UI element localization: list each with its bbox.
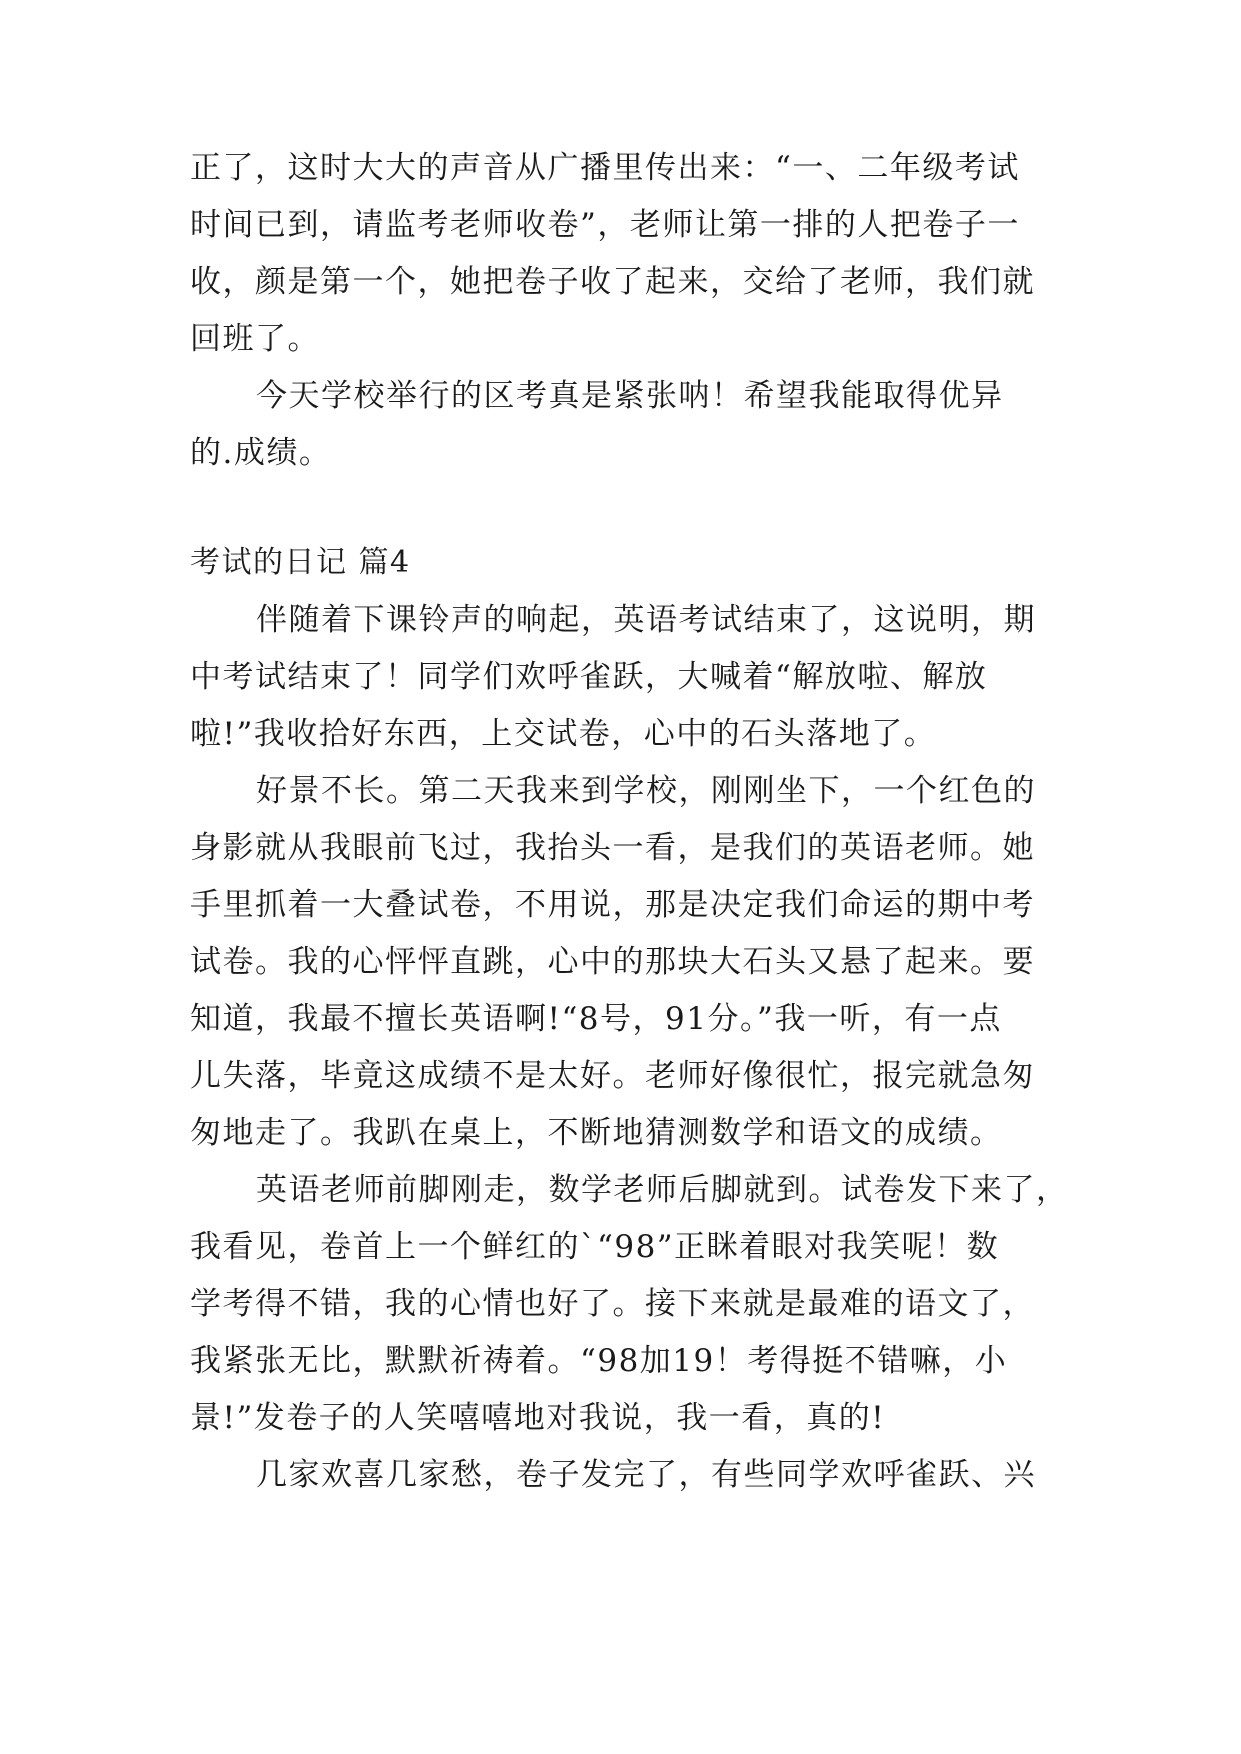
paragraph-line: 收，颜是第一个，她把卷子收了起来，交给了老师，我们就: [190, 264, 1035, 300]
paragraph-line: 我看见，卷首上一个鲜红的`“98”正眯着眼对我笑呢！数: [190, 1229, 1000, 1265]
section-heading: 考试的日记 篇4: [190, 545, 411, 580]
paragraph-line: 啦!”我收拾好东西，上交试卷，心中的石头落地了。: [190, 716, 937, 752]
paragraph-line: 景!”发卷子的人笑嘻嘻地对我说，我一看，真的!: [190, 1400, 886, 1436]
paragraph-line: 儿失落，毕竟这成绩不是太好。老师好像很忙，报完就急匆: [190, 1058, 1035, 1094]
paragraph-line: 时间已到，请监考老师收卷”，老师让第一排的人把卷子一: [190, 207, 1020, 243]
paragraph-line: 学考得不错，我的心情也好了。接下来就是最难的语文了，: [190, 1286, 1035, 1322]
paragraph-line: 手里抓着一大叠试卷，不用说，那是决定我们命运的期中考: [190, 887, 1035, 923]
paragraph-line: 几家欢喜几家愁，卷子发完了，有些同学欢呼雀跃、兴: [256, 1457, 1036, 1493]
paragraph-line: 我紧张无比，默默祈祷着。“98加19！考得挺不错嘛，小: [190, 1343, 1008, 1379]
paragraph-line: 正了，这时大大的声音从广播里传出来：“一、二年级考试: [190, 150, 1020, 186]
paragraph-line: 回班了。: [190, 321, 320, 357]
paragraph-line: 匆地走了。我趴在桌上，不断地猜测数学和语文的成绩。: [190, 1115, 1003, 1151]
paragraph-line: 好景不长。第二天我来到学校，刚刚坐下，一个红色的: [256, 773, 1036, 809]
paragraph-line: 中考试结束了！同学们欢呼雀跃，大喊着“解放啦、解放: [190, 659, 988, 695]
paragraph-line: 试卷。我的心怦怦直跳，心中的那块大石头又悬了起来。要: [190, 944, 1035, 980]
paragraph-line: 英语老师前脚刚走，数学老师后脚就到。试卷发下来了，: [256, 1172, 1069, 1208]
paragraph-line: 今天学校举行的区考真是紧张呐！希望我能取得优异: [256, 378, 1004, 414]
paragraph-line: 伴随着下课铃声的响起，英语考试结束了，这说明，期: [256, 602, 1036, 638]
paragraph-line: 身影就从我眼前飞过，我抬头一看，是我们的英语老师。她: [190, 830, 1035, 866]
paragraph-line: 的.成绩。: [190, 435, 332, 471]
paragraph-line: 知道，我最不擅长英语啊!“8号，91分。”我一听，有一点: [190, 1001, 1002, 1037]
